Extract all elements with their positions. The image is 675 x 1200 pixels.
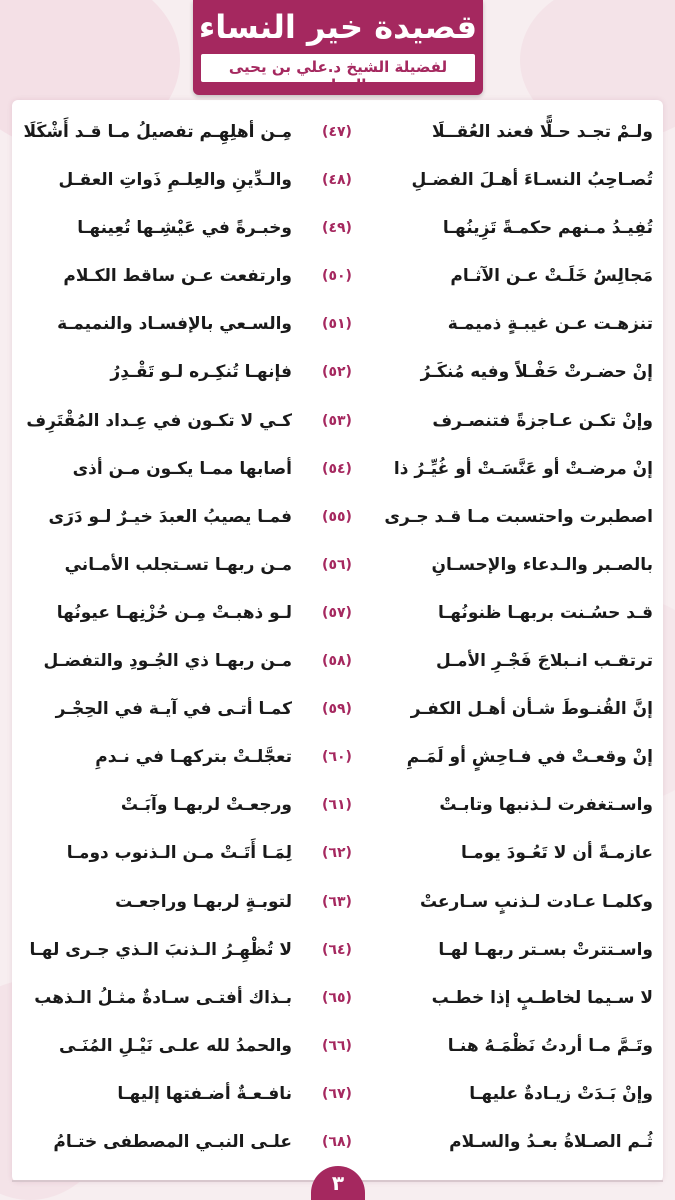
verse-number: (٥٦) xyxy=(322,556,352,573)
verse-number: (٦٣) xyxy=(322,893,352,910)
verse-row xyxy=(22,781,653,829)
verse-number: (٦١) xyxy=(322,797,352,814)
verse-row xyxy=(22,397,653,445)
verse-second-hemistich: تعجَّلـتْ بتركهـا في نـدمِ xyxy=(95,747,292,768)
verse-second-hemistich: والسـعي بالإفسـاد والنميمـة xyxy=(57,314,292,335)
verse-row xyxy=(22,733,653,781)
verse-first-hemistich: إنْ حضـرتْ حَفْـلاً وفيه مُنكَـرُ xyxy=(420,362,653,383)
verse-first-hemistich: مَجالِسُ خَلَـتْ عـن الآثـام xyxy=(450,266,653,287)
verse-second-hemistich: لِمَـا أَتَـتْ مـن الـذنوب دومـا xyxy=(66,843,292,864)
title-banner xyxy=(193,0,483,95)
verse-first-hemistich: اصطبرت واحتسبت مـا قـد جـرى xyxy=(384,506,653,527)
verse-row xyxy=(22,348,653,396)
verse-row xyxy=(22,300,653,348)
verse-first-hemistich: واسـتترتْ بسـتر ربهـا لهـا xyxy=(438,939,653,960)
verse-second-hemistich: لا تُظْهِـرُ الـذنبَ الـذي جـرى لهـا xyxy=(29,939,292,960)
verse-first-hemistich: وكلمـا عـادت لـذنبٍ سـارعتْ xyxy=(419,891,653,912)
verse-row xyxy=(22,493,653,541)
verse-number: (٥٥) xyxy=(322,508,352,525)
verse-second-hemistich: والحمدُ لله علـى نَيْـلِ المُنَـى xyxy=(59,1035,292,1056)
verse-number: (٦٨) xyxy=(322,1133,352,1150)
verse-second-hemistich: لتوبـةٍ لربهـا وراجعـت xyxy=(115,891,292,912)
verse-second-hemistich: مِـن أهلِهِـم تفصيلُ مـا قـد أَشْكَلَا xyxy=(23,122,292,142)
verse-first-hemistich: إنْ مرضـتْ أو عَنَّسَـتْ أو غُيِّـرُ ذا xyxy=(393,458,653,479)
verse-first-hemistich: قـد حسُـنت بربهـا ظنونُهـا xyxy=(438,602,653,623)
page-number: ٣ xyxy=(311,1166,365,1200)
verse-number: (٥٧) xyxy=(322,604,352,621)
verse-second-hemistich: ورجعـتْ لربهـا وآبَـتْ xyxy=(120,795,292,816)
verse-row xyxy=(22,156,653,204)
verse-number: (٦٢) xyxy=(322,845,352,862)
subtitle-bar xyxy=(201,54,475,94)
verse-second-hemistich: أصابها ممـا يكـون مـن أذى xyxy=(72,458,292,479)
verse-row xyxy=(22,204,653,252)
verse-second-hemistich: وارتفعت عـن ساقط الكـلام xyxy=(63,266,292,287)
verse-number: (٦٧) xyxy=(322,1085,352,1102)
verse-second-hemistich: لـو ذهبـتْ مِـن حُزْنِهـا عيونُها xyxy=(56,602,292,623)
verse-first-hemistich: ولـمْ تجـد حـلًّا فعند العُقــلَا xyxy=(431,122,653,142)
verse-first-hemistich: ثُـم الصـلاةُ بعـدُ والسـلام xyxy=(449,1131,653,1152)
verse-row xyxy=(22,829,653,877)
verse-number: (٥٠) xyxy=(322,268,352,285)
verse-second-hemistich: علـى النبـي المصطفى ختـامُ xyxy=(53,1131,292,1152)
verse-second-hemistich: نافـعـةٌ أضـفتها إليهـا xyxy=(117,1083,292,1104)
verse-second-hemistich: فإنهـا تُنكِـره لـو تَقْـدِرُ xyxy=(110,362,292,383)
verse-number: (٥٤) xyxy=(322,460,352,477)
verse-row xyxy=(22,1022,653,1070)
verse-row xyxy=(22,1070,653,1118)
verse-number: (٦٥) xyxy=(322,989,352,1006)
verse-number: (٥٢) xyxy=(322,364,352,381)
verse-first-hemistich: إنَّ القُنـوطَ شـأن أهـل الكفـر xyxy=(410,699,653,720)
verse-list xyxy=(22,108,653,1166)
verse-number: (٦٦) xyxy=(322,1037,352,1054)
verse-first-hemistich: وتَـمَّ مـا أردتُ نَظْمَـهُ هنـا xyxy=(447,1035,653,1056)
verse-row xyxy=(22,878,653,926)
verse-row xyxy=(22,637,653,685)
verse-row xyxy=(22,589,653,637)
verse-number: (٤٧) xyxy=(322,124,352,140)
verse-first-hemistich: بالصـبر والـدعاء والإحسـانِ xyxy=(431,554,653,575)
verse-first-hemistich: وإنْ تكـن عـاجزةً فتنصـرف xyxy=(432,410,653,431)
verse-row xyxy=(22,108,653,156)
verse-first-hemistich: تُفِيـدُ مـنهم حكمـةً تَزِينُهـا xyxy=(442,218,653,239)
verse-row xyxy=(22,926,653,974)
verse-row xyxy=(22,1118,653,1166)
verse-number: (٤٨) xyxy=(322,172,352,189)
verse-first-hemistich: وإنْ بَـدَتْ زيـادةٌ عليهـا xyxy=(469,1083,653,1104)
verse-first-hemistich: ترتقـب انـبلاجَ فَجْـرِ الأمـل xyxy=(435,651,653,672)
verse-first-hemistich: لا سـيما لخاطـبٍ إذا خطـب xyxy=(431,987,653,1008)
verse-second-hemistich: مـن ربهـا تسـتجلب الأمـاني xyxy=(64,554,292,575)
verse-second-hemistich: بـذاك أفتـى سـادةٌ مثـلُ الـذهب xyxy=(34,987,292,1008)
verse-first-hemistich: تُصـاحِبُ النسـاءَ أهـلَ الفضـلِ xyxy=(411,170,653,191)
verse-second-hemistich: مـن ربهـا ذي الجُـودِ والتفضـل xyxy=(43,651,292,672)
verse-number: (٥١) xyxy=(322,316,352,333)
author-subtitle: لفضيلة الشيخ د.علي بن يحيى الحدادي xyxy=(228,58,448,94)
verse-second-hemistich: كمـا أتـى في آيـة في الحِجْـر xyxy=(55,699,292,720)
page-title: قصيدة خير النساء xyxy=(198,8,478,46)
verse-first-hemistich: واسـتغفرت لـذنبها وتابـتْ xyxy=(439,795,653,816)
verse-number: (٤٩) xyxy=(322,220,352,237)
verse-number: (٥٨) xyxy=(322,653,352,670)
verse-number: (٥٩) xyxy=(322,701,352,718)
verse-number: (٦٠) xyxy=(322,749,352,766)
verse-first-hemistich: عازمـةً أن لا تَعُـودَ يومـا xyxy=(460,843,653,864)
verse-second-hemistich: والـدِّينِ والعِلـمِ ذَواتِ العقـل xyxy=(58,170,292,191)
verse-second-hemistich: فمـا يصيبُ العبدَ خيـرٌ لـو دَرَى xyxy=(48,506,292,527)
verse-row xyxy=(22,445,653,493)
verse-row xyxy=(22,685,653,733)
verse-first-hemistich: تنزهـت عـن غيبـةٍ ذميمـة xyxy=(447,314,653,335)
verse-number: (٥٣) xyxy=(322,412,352,429)
verse-first-hemistich: إنْ وقعـتْ في فـاحِشٍ أو لَمَـمِ xyxy=(406,747,653,768)
verse-second-hemistich: كـي لا تكـون في عِـداد المُقْتَرِف xyxy=(26,410,292,431)
verse-row xyxy=(22,974,653,1022)
verse-second-hemistich: وخبـرةً في عَيْشِـها تُعِينهـا xyxy=(77,218,292,239)
verse-number: (٦٤) xyxy=(322,941,352,958)
verse-row xyxy=(22,252,653,300)
verse-row xyxy=(22,541,653,589)
